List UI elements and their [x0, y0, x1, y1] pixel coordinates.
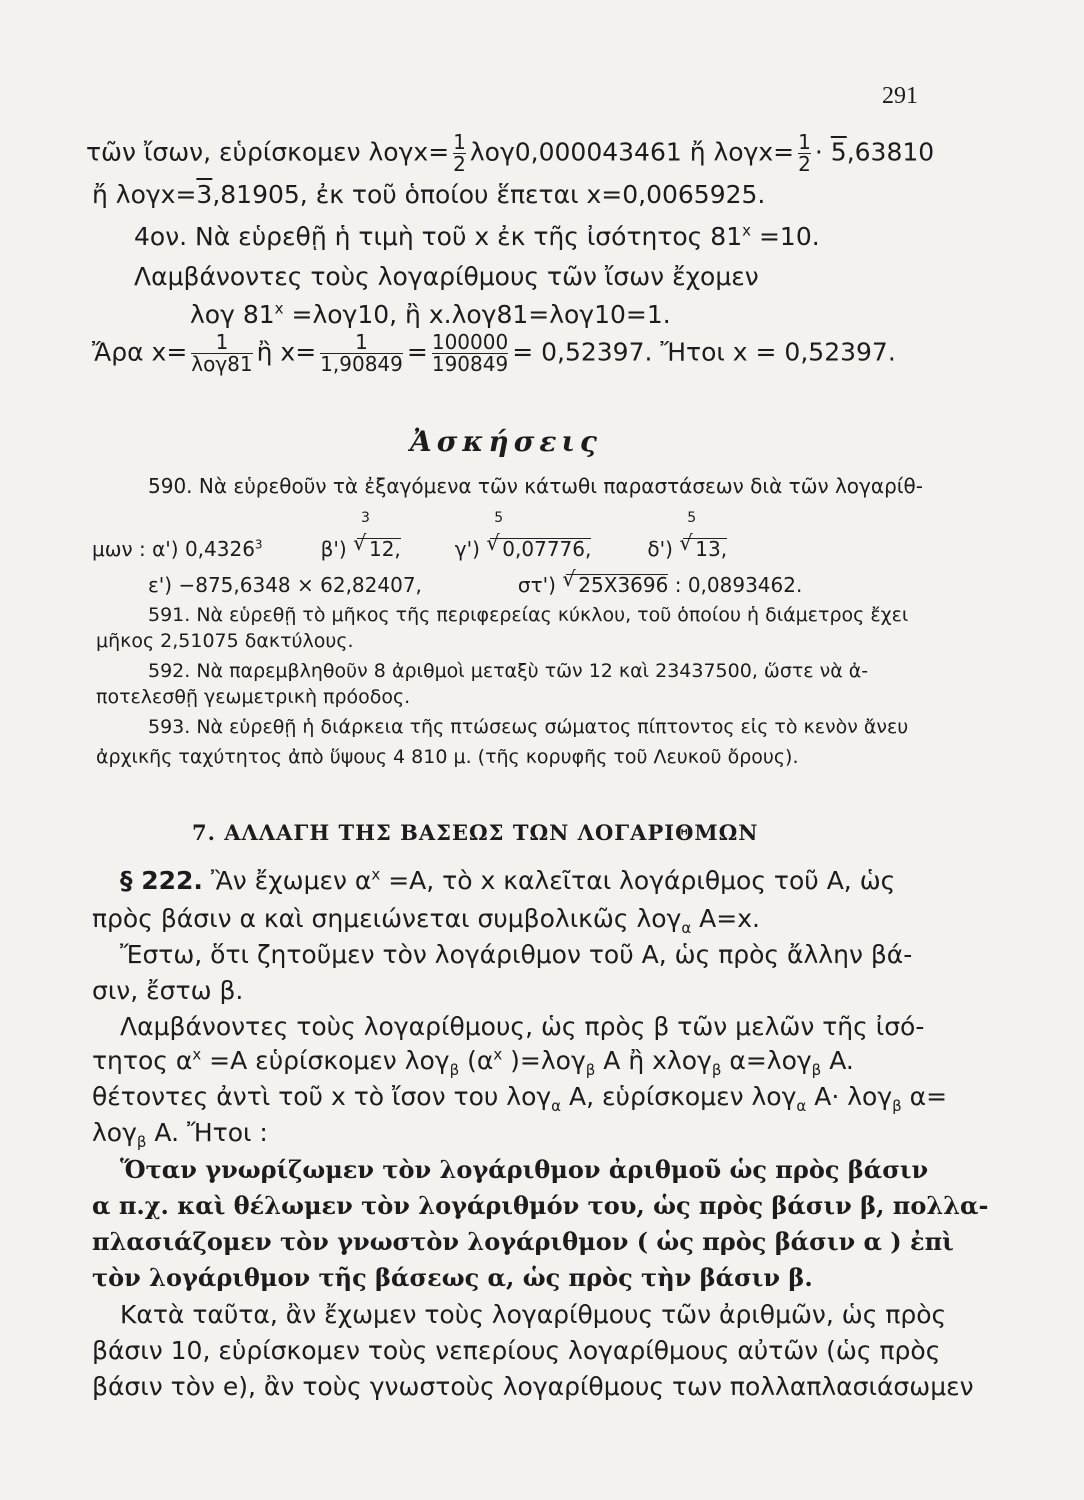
exercise-593-line-2: ἀρχικῆς ταχύτητος ἀπὸ ὕψους 4 810 μ. (τῆς κορυφῆς τοῦ Λευκοῦ ὄρους). [96, 746, 799, 768]
subscript: α [681, 919, 692, 937]
bar-digit: 5 [830, 137, 847, 167]
superscript: x [192, 1045, 202, 1064]
text-span: ,63810 [846, 137, 935, 167]
section-paragraph-4-line-1: Κατὰ ταῦτα, ἂν ἔχωμεν τοὺς λογαρίθμους τῶν ἀριθμῶν, ὡς πρὸς [120, 1300, 947, 1329]
fraction-denominator: 2 [798, 152, 811, 176]
text-span: ἤ λογx= [92, 180, 197, 209]
superscript: x [742, 221, 752, 240]
text-span: ἢ x= [256, 337, 317, 367]
text-span: μων : α') 0,4326 [92, 537, 255, 561]
text-span: =λογ10, ἢ x.λογ81=λογ10=1. [283, 300, 671, 329]
section-paragraph-3-line-4 [92, 1118, 268, 1151]
text-span: ε') −875,6348 × 62,82407, [148, 573, 422, 597]
text-span: 4ον. Νὰ εὑρεθῇ ἡ τιμὴ τοῦ x ἐκ τῆς ἰσότητος 81 [134, 222, 743, 251]
fraction [432, 332, 508, 375]
text-line-5 [190, 299, 671, 329]
exercise-592-line-1: 592. Νὰ παρεμβληθοῦν 8 ἀριθμοὶ μεταξὺ τῶν 12 καὶ 23437500, ὥστε νὰ ἀ- [148, 660, 869, 682]
radical [357, 510, 401, 561]
text-span: A, εὑρίσκομεν λογ [561, 1082, 797, 1111]
text-span: A=x. [691, 904, 760, 933]
section-paragraph-1-line-1 [120, 865, 896, 895]
exercise-590-line-3 [148, 574, 802, 595]
text-span: A. [821, 1046, 854, 1075]
text-span: · [814, 137, 831, 167]
text-span: δ') [647, 537, 680, 561]
fraction-numerator: 1 [798, 130, 811, 154]
superscript: 3 [254, 537, 263, 552]
fraction-numerator: 100000 [431, 330, 509, 354]
subscript: β [449, 1061, 460, 1079]
text-span: γ') [454, 537, 487, 561]
exercise-590-line-1: 590. Νὰ εὑρεθοῦν τὰ ἐξαγόμενα τῶν κάτωθι παραστάσεων διὰ τῶν λογαρίθ- [148, 474, 923, 498]
section-paragraph-3-line-1: Λαμβάνοντες τοὺς λογαρίθμους, ὡς πρὸς β τῶν μελῶν τῆς ἰσό- [120, 1012, 925, 1041]
text-span: β') [320, 537, 353, 561]
superscript: x [493, 1045, 503, 1064]
section-paragraph-2-line-1: Ἔστω, ὅτι ζητοῦμεν τὸν λογάριθμον τοῦ A, ὡς πρὸς ἄλλην βά- [120, 940, 913, 969]
text-span: λογ 81 [190, 300, 275, 329]
fraction-denominator: λογ81 [191, 352, 253, 376]
text-line-6 [92, 332, 896, 375]
section-number: § 222. [120, 866, 203, 895]
text-span: α= [901, 1082, 948, 1111]
exercise-592-line-2: ποτελεσθῇ γεωμετρικὴ πρόοδος. [96, 686, 411, 708]
root-index: √ 5 [494, 510, 504, 526]
section-title: 7. ΑΛΛΑΓΗ ΤΗΣ ΒΑΣΕΩΣ ΤΩΝ ΛΟΓΑΡΙΘΜΩΝ [192, 820, 759, 845]
text-span: τητος α [92, 1046, 193, 1075]
section-paragraph-3-line-3 [92, 1082, 948, 1115]
rule-statement-line-4: τὸν λογάριθμον τῆς βάσεως α, ὡς πρὸς τὴν βάσιν β. [92, 1263, 813, 1292]
text-span: Ἂν ἔχωμεν α [202, 866, 372, 895]
text-span: =10. [751, 222, 820, 251]
text-span: )=λογ [502, 1046, 586, 1075]
text-line-2 [92, 182, 765, 207]
section-paragraph-4-line-2: βάσιν 10, εὑρίσκομεν τοὺς νεπερίους λογαρίθμους αὐτῶν (ὡς πρὸς [92, 1336, 941, 1365]
subscript: β [892, 1097, 902, 1115]
radicand: 13, [695, 537, 728, 561]
text-span: (α [459, 1046, 494, 1075]
text-span: A ἢ xλογ [595, 1046, 712, 1075]
radicand: 25X3696 [578, 573, 669, 597]
rule-statement-line-3: πλασιάζομεν τὸν γνωστὸν λογάριθμον ( ὡς πρὸς βάσιν α ) ἐπὶ [92, 1227, 954, 1256]
section-paragraph-3-line-2 [92, 1045, 854, 1079]
root-index: √ 3 [360, 510, 370, 526]
text-span: τῶν ἴσων, εὑρίσκομεν λογx= [86, 137, 450, 167]
text-span: = 0,52397. Ἤτοι x = 0,52397. [512, 337, 896, 367]
section-paragraph-2-line-2: σιν, ἔστω β. [92, 976, 244, 1005]
fraction-numerator: 1 [355, 330, 368, 354]
radicand: 0,07776, [502, 537, 592, 561]
exercise-591-line-2: μῆκος 2,51075 δακτύλους. [96, 630, 354, 652]
rule-statement-line-2: α π.χ. καὶ θέλωμεν τὸν λογάριθμόν του, ὡς πρὸς βάσιν β, πολλα- [92, 1191, 989, 1220]
text-line-3 [134, 221, 820, 251]
section-paragraph-4-line-3: βάσιν τὸν e), ἂν τοὺς γνωστοὺς λογαρίθμους των πολλαπλασιάσωμεν [92, 1372, 974, 1401]
fraction [453, 132, 466, 175]
superscript: x [274, 299, 284, 318]
fraction-numerator: 1 [453, 130, 466, 154]
subscript: β [585, 1061, 596, 1079]
fraction-denominator: 2 [453, 152, 466, 176]
text-span: στ') [517, 573, 563, 597]
fraction [191, 332, 252, 375]
subscript: β [811, 1061, 822, 1079]
text-span: ,81905, ἐκ τοῦ ὁποίου ἕπεται x=0,0065925. [212, 180, 766, 209]
text-span: : 0,0893462. [668, 573, 803, 597]
exercises-heading: Ἀσκήσεις [410, 425, 602, 458]
root-index: √ 5 [687, 510, 697, 526]
superscript: x [371, 865, 381, 884]
text-span: = [406, 337, 428, 367]
text-line-1 [86, 132, 934, 175]
exercise-591-line-1: 591. Νὰ εὑρεθῇ τὸ μῆκος τῆς περιφερείας κύκλου, τοῦ ὁποίου ἡ διάμετρος ἔχει [148, 604, 909, 626]
subscript: α [551, 1097, 562, 1115]
text-span: πρὸς βάσιν α καὶ σημειώνεται συμβολικῶς λογ [92, 904, 682, 933]
exercise-590-line-2 [92, 510, 728, 561]
text-span: =A εὑρίσκομεν λογ [201, 1046, 450, 1075]
text-line-4: Λαμβάνοντες τοὺς λογαρίθμους τῶν ἴσων ἔχομεν [134, 262, 759, 291]
radicand: 12, [368, 537, 401, 561]
bar-digit: 3 [196, 180, 213, 209]
exercise-593-line-1: 593. Νὰ εὑρεθῇ ἡ διάρκεια τῆς πτώσεως σώματος πίπτοντος εἰς τὸ κενὸν ἄνευ [148, 716, 909, 738]
text-span: θέτοντες ἀντὶ τοῦ x τὸ ἴσον του λογ [92, 1082, 552, 1111]
text-span: A. Ἤτοι : [146, 1118, 268, 1147]
text-span: =A, τὸ x καλεῖται λογάριθμος τοῦ A, ὡς [380, 866, 896, 895]
text-span: λογ [92, 1118, 137, 1147]
text-span: A· λογ [806, 1082, 893, 1111]
text-span: α=λογ [721, 1046, 812, 1075]
radical [490, 510, 592, 561]
page-number: 291 [882, 83, 918, 109]
subscript: α [796, 1097, 807, 1115]
fraction [798, 132, 811, 175]
radical [683, 510, 728, 561]
text-span: λογ0,000043461 ἤ λογx= [469, 137, 795, 167]
subscript: β [136, 1133, 147, 1151]
section-paragraph-1-line-2 [92, 904, 760, 937]
fraction-denominator: 190849 [431, 352, 509, 376]
fraction-denominator: 1,90849 [320, 352, 403, 376]
text-span: Ἄρα x= [92, 337, 188, 367]
rule-statement-line-1: Ὅταν γνωρίζωμεν τὸν λογάριθμον ἀριθμοῦ ὡς πρὸς βάσιν [120, 1155, 929, 1184]
radical [566, 574, 668, 595]
fraction [320, 332, 403, 375]
fraction-numerator: 1 [215, 330, 229, 354]
subscript: β [711, 1061, 722, 1079]
